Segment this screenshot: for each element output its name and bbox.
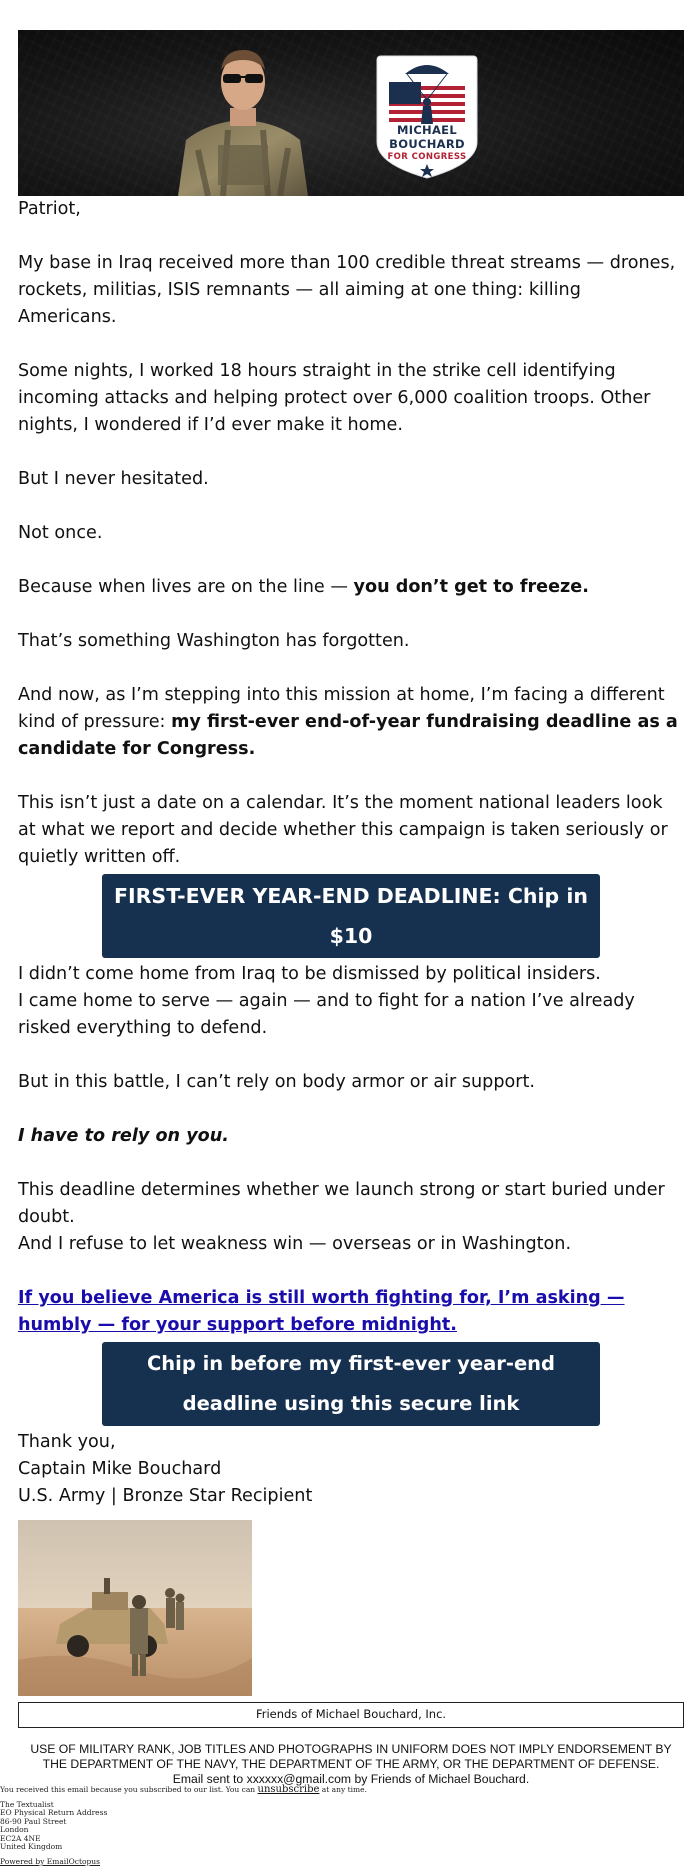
signature-title: U.S. Army | Bronze Star Recipient bbox=[18, 1486, 313, 1506]
support-link[interactable]: If you believe America is still worth fighting for, I’m asking — humbly — for your support before midnight. bbox=[18, 1288, 625, 1335]
powered-by-link[interactable]: Powered by EmailOctopus bbox=[0, 1857, 100, 1866]
paragraph bbox=[18, 1123, 684, 1150]
paragraph: My base in Iraq received more than 100 credible threat streams — drones, rockets, militias, ISIS remnants — all aiming at one thing: killing Americans. bbox=[18, 253, 676, 327]
paragraph: I didn’t come home from Iraq to be dismissed by political insiders. bbox=[18, 964, 601, 984]
address-line: EO Physical Return Address bbox=[0, 1808, 108, 1818]
notice-text: You received this email because you subscribed to our list. You can bbox=[0, 1785, 258, 1794]
donate-secure-link-button[interactable]: Chip in before my first-ever year-end deadline using this secure link bbox=[102, 1342, 600, 1426]
paragraph: But I never hesitated. bbox=[18, 469, 209, 489]
signature-name: Captain Mike Bouchard bbox=[18, 1459, 222, 1479]
logo-line-2: BOUCHARD bbox=[389, 137, 465, 151]
address-line: United Kingdom bbox=[0, 1842, 63, 1852]
address-line: London bbox=[0, 1825, 29, 1835]
paragraph: That’s something Washington has forgotten. bbox=[18, 631, 410, 651]
address-line: 86-90 Paul Street bbox=[0, 1816, 67, 1826]
paragraph: I came home to serve — again — and to fight for a nation I’ve already risked everything to defend. bbox=[18, 991, 635, 1038]
paragraph bbox=[18, 574, 684, 601]
org-footer: Friends of Michael Bouchard, Inc. bbox=[18, 1702, 684, 1728]
paragraph: And I refuse to let weakness win — overseas or in Washington. bbox=[18, 1234, 572, 1254]
candidate-portrait bbox=[168, 30, 318, 196]
postal-address bbox=[0, 1801, 107, 1851]
unsubscribe-link[interactable]: unsubscribe bbox=[257, 1784, 320, 1795]
soldier-vehicle-photo bbox=[18, 1520, 252, 1696]
donate-10-button[interactable]: FIRST-EVER YEAR-END DEADLINE: Chip in $10 bbox=[102, 874, 600, 958]
signoff: Thank you, bbox=[18, 1432, 116, 1452]
recipient-notice: Email sent to xxxxxx@gmail.com by Friends of Michael Bouchard. bbox=[172, 1772, 530, 1786]
paragraph-text: And now, as I’m stepping into this mission at home, I’m facing a different kind of pressure: bbox=[18, 685, 665, 732]
greeting: Patriot, bbox=[18, 199, 81, 219]
email-content bbox=[18, 30, 684, 1787]
logo-line-1: MICHAEL bbox=[397, 123, 457, 137]
desert-photo bbox=[18, 1520, 252, 1696]
paragraph: Not once. bbox=[18, 523, 103, 543]
emphasis-text: you don’t get to freeze. bbox=[353, 577, 589, 597]
message-body bbox=[18, 196, 684, 1510]
paragraph: Some nights, I worked 18 hours straight in the strike cell identifying incoming attacks and helping protect over 6,000 coalition troops. Other nights, I wondered if I’d ever make it home. bbox=[18, 361, 651, 435]
address-line: EC2A 4NE bbox=[0, 1833, 41, 1843]
paragraph bbox=[18, 682, 684, 763]
subscription-notice bbox=[0, 1786, 367, 1794]
emphasis-text: I have to rely on you. bbox=[18, 1126, 229, 1146]
address-line: The Textualist bbox=[0, 1800, 54, 1809]
paragraph: This deadline determines whether we launch strong or start buried under doubt. bbox=[18, 1180, 665, 1227]
paragraph: This isn’t just a date on a calendar. It’s the moment national leaders look at what we report and decide whether this campaign is taken seriously or quietly written off. bbox=[18, 793, 668, 867]
banner-texture bbox=[18, 30, 684, 196]
military-disclaimer: USE OF MILITARY RANK, JOB TITLES AND PHOTOGRAPHS IN UNIFORM DOES NOT IMPLY ENDORSEMENT BY THE DEPARTMENT OF THE NAVY, THE DEPARTMENT OF THE ARMY, OR THE DEPARTMENT OF DEFENSE. bbox=[30, 1742, 672, 1771]
logo-line-3: FOR CONGRESS bbox=[387, 152, 467, 162]
paragraph-text: Because when lives are on the line — bbox=[18, 577, 354, 597]
header-banner bbox=[18, 30, 684, 196]
paragraph bbox=[18, 1285, 684, 1339]
powered-by bbox=[0, 1858, 100, 1866]
emphasis-text: my first-ever end-of-year fundraising deadline as a candidate for Congress. bbox=[18, 712, 678, 759]
notice-text: at any time. bbox=[319, 1785, 367, 1794]
paragraph: But in this battle, I can’t rely on body armor or air support. bbox=[18, 1072, 535, 1092]
